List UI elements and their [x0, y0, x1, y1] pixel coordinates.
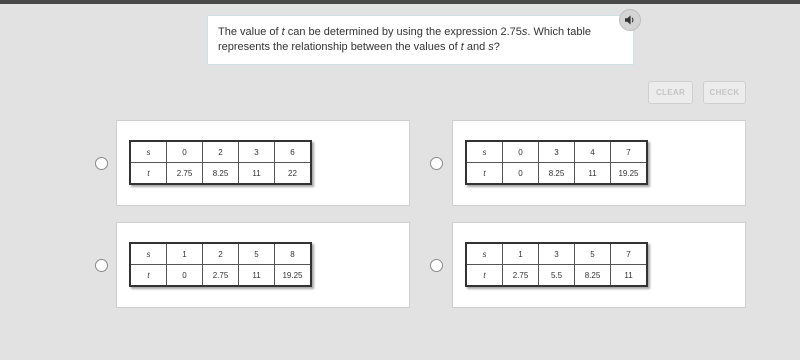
option-a-card[interactable]: [116, 120, 410, 206]
table-cell: 2: [203, 243, 239, 265]
option-c-radio[interactable]: [95, 259, 108, 272]
table-row-t: [130, 163, 311, 185]
table-cell: 0: [503, 141, 539, 163]
option-b-table: [465, 140, 648, 185]
option-b-card[interactable]: [452, 120, 746, 206]
table-cell: 8.25: [203, 163, 239, 185]
table-cell: t: [130, 265, 167, 287]
table-cell: s: [130, 141, 167, 163]
table-cell: 0: [167, 141, 203, 163]
option-b-radio[interactable]: [430, 157, 443, 170]
table-row-s: [466, 243, 647, 265]
table-cell: 19.25: [275, 265, 312, 287]
table-cell: 3: [539, 243, 575, 265]
table-row-s: [130, 141, 311, 163]
table-cell: 19.25: [611, 163, 648, 185]
table-cell: t: [466, 163, 503, 185]
question-text: The value of t can be determined by using the expression 2.75s. Which table represents the relationship between the values of t and s?: [218, 26, 592, 53]
question-box: [207, 15, 634, 65]
table-cell: 2.75: [203, 265, 239, 287]
table-row-t: [130, 265, 311, 287]
option-c-card[interactable]: [116, 222, 410, 308]
table-cell: 0: [167, 265, 203, 287]
top-strip: [0, 0, 800, 4]
option-d-radio[interactable]: [430, 259, 443, 272]
table-cell: t: [130, 163, 167, 185]
table-cell: 8: [275, 243, 312, 265]
option-d-table: [465, 242, 648, 287]
option-d-card[interactable]: [452, 222, 746, 308]
table-cell: 8.25: [575, 265, 611, 287]
table-row-t: [466, 163, 647, 185]
table-cell: 5.5: [539, 265, 575, 287]
check-button[interactable]: CHECK: [703, 81, 746, 104]
table-cell: s: [466, 141, 503, 163]
table-cell: 7: [611, 141, 648, 163]
table-cell: 5: [239, 243, 275, 265]
table-cell: 11: [575, 163, 611, 185]
option-c-table: [129, 242, 312, 287]
table-cell: 3: [539, 141, 575, 163]
table-cell: 1: [167, 243, 203, 265]
table-cell: 11: [239, 163, 275, 185]
option-a-table: [129, 140, 312, 185]
table-cell: 3: [239, 141, 275, 163]
table-cell: 8.25: [539, 163, 575, 185]
table-cell: 1: [503, 243, 539, 265]
table-cell: t: [466, 265, 503, 287]
table-cell: 22: [275, 163, 312, 185]
table-cell: 6: [275, 141, 312, 163]
table-cell: 0: [503, 163, 539, 185]
table-cell: 7: [611, 243, 648, 265]
table-row-t: [466, 265, 647, 287]
table-row-s: [130, 243, 311, 265]
table-cell: 2.75: [167, 163, 203, 185]
audio-button[interactable]: [619, 9, 641, 31]
table-cell: 11: [611, 265, 648, 287]
table-cell: 2.75: [503, 265, 539, 287]
table-cell: s: [130, 243, 167, 265]
speaker-icon: [624, 14, 636, 26]
option-a-radio[interactable]: [95, 157, 108, 170]
table-cell: 11: [239, 265, 275, 287]
clear-button[interactable]: CLEAR: [648, 81, 693, 104]
table-row-s: [466, 141, 647, 163]
table-cell: 4: [575, 141, 611, 163]
table-cell: 5: [575, 243, 611, 265]
table-cell: 2: [203, 141, 239, 163]
table-cell: s: [466, 243, 503, 265]
